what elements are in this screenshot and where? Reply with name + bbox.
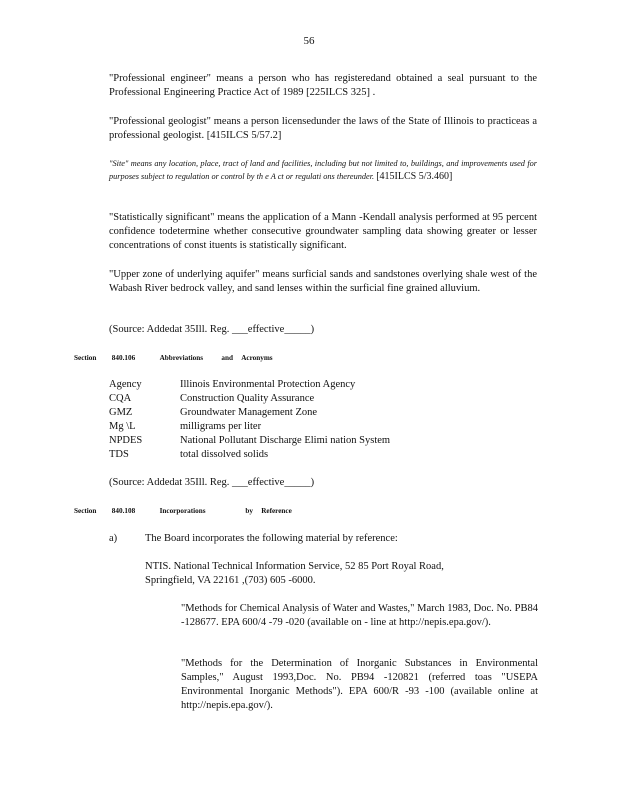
page-number: 56: [303, 35, 315, 47]
abbreviation-value: Groundwater Management Zone: [180, 407, 318, 418]
abbreviation-value: milligrams per liter: [180, 421, 262, 432]
abbreviation-row: [109, 448, 268, 462]
definition-professional-geologist: "Professional geologist" means a person licensedunder the laws of the State of Illinois to practiceas a professional geologist. [415ILCS 5/57.2]: [109, 116, 537, 141]
definition-site: [109, 157, 537, 183]
source-note-1: (Source: Addedat 35Ill. Reg. ___effective_____): [109, 324, 315, 335]
section-label: Section: [74, 354, 97, 362]
definition-upper-zone: "Upper zone of underlying aquifer" means surficial sands and sandstones overlying shale west of the Wabash River bedrock valley, and sand lenses within the surficial fine grained alluvium.: [109, 269, 537, 294]
section-title-part: and: [221, 354, 233, 362]
section-title-part: Abbreviations: [159, 354, 203, 362]
abbreviation-value: total dissolved solids: [180, 449, 269, 460]
definition-site-citation: [415ILCS 5/3.460]: [376, 171, 453, 182]
abbreviation-key: Agency: [109, 379, 142, 390]
section-label: Section: [74, 507, 97, 515]
abbreviation-row: [109, 378, 355, 392]
list-marker-a: a): [109, 533, 118, 544]
section-title-part: Incorporations: [159, 507, 206, 515]
reference-methods-inorganic-substances: "Methods for the Determination of Inorganic Substances in Environmental Samples," August 1993,Doc. No. PB94 -120821 (referred toas "USEPA Environmental Inorganic Methods"). EPA 600/R -93 -100 (available online at http://nepis.epa.gov/).: [181, 658, 538, 711]
ntis-address-line1: NTIS. National Technical Information Service, 52 85 Port Royal Road,: [145, 561, 444, 572]
definition-professional-engineer: "Professional engineer" means a person who has registeredand obtained a seal pursuant to the Professional Engineering Practice Act of 1989 [225ILCS 325] .: [109, 73, 537, 98]
section-number: 840.108: [111, 507, 136, 515]
source-note-2: (Source: Addedat 35Ill. Reg. ___effective_____): [109, 477, 315, 488]
abbreviation-key: NPDES: [109, 435, 143, 446]
reference-methods-chemical-analysis: "Methods for Chemical Analysis of Water and Wastes," March 1983, Doc. No. PB84 -128677. EPA 600/4 -79 -020 (available on - line at http://nepis.epa.gov/).: [181, 603, 538, 628]
abbreviation-row: [109, 434, 390, 448]
section-title-part: Reference: [261, 507, 292, 515]
section-heading-840-108: [74, 507, 292, 515]
ntis-address-line2: Springfield, VA 22161 ,(703) 605 -6000.: [145, 575, 316, 586]
section-title-part: Acronyms: [241, 354, 273, 362]
definition-statistically-significant: "Statistically significant" means the application of a Mann -Kendall analysis performed at 95 percent confidence todetermine whether consecutive groundwater sampling data showing greater or lesser concentrations of const ituents is statistically significant.: [109, 212, 537, 251]
abbreviation-value: National Pollutant Discharge Elimi nation System: [180, 435, 391, 446]
section-number: 840.106: [111, 354, 136, 362]
abbreviation-key: CQA: [109, 393, 132, 404]
incorporation-intro: The Board incorporates the following material by reference:: [145, 533, 398, 544]
abbreviation-row: [109, 420, 261, 434]
abbreviation-key: Mg \L: [109, 421, 136, 432]
section-heading-840-106: [74, 354, 273, 362]
abbreviation-value: Illinois Environmental Protection Agency: [180, 379, 356, 390]
section-title-part: by: [245, 507, 253, 515]
abbreviation-row: [109, 406, 317, 420]
abbreviation-row: [109, 392, 314, 406]
abbreviation-key: TDS: [109, 449, 129, 460]
abbreviation-value: Construction Quality Assurance: [180, 393, 315, 404]
abbreviation-key: GMZ: [109, 407, 133, 418]
definition-site-text: "Site" means any location, place, tract of land and facilities, including but not limited to, buildings, and improvements used for purposes subject to regulation or control by th e A ct or regulati ons thereunder.: [109, 159, 537, 181]
